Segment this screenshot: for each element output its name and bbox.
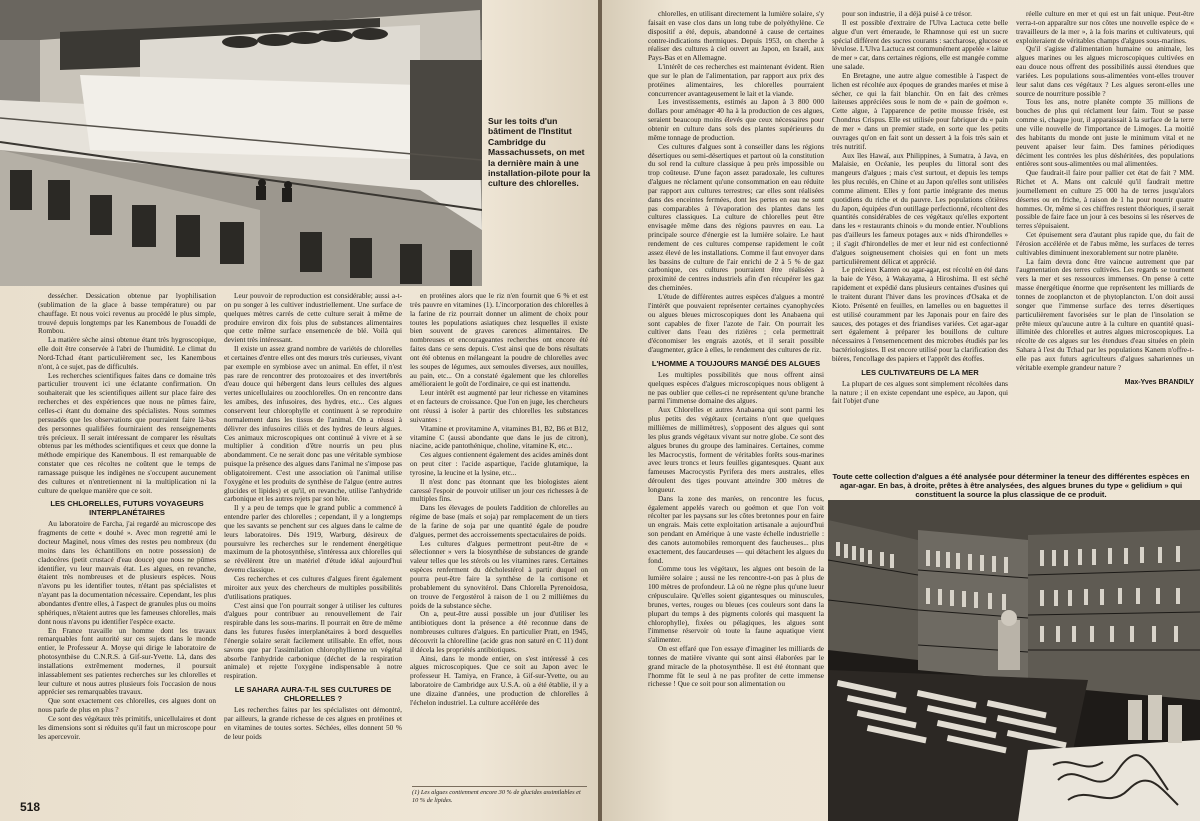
rooftop-photo <box>0 0 482 286</box>
text-column-6 <box>1016 10 1194 462</box>
paragraph: Les cultures d'algues permettront peut-être de « sélectionner » vers la biosynthèse de substances de grande valeur telles que les stérols ou les vitamines rares. Certaines espèces renferment du décholestérol à partir duquel on pourra peut-être faire la synthèse de la cortisone et probablement du synovitérol. Dans Chlorella Pyrenoidosa, on trouve de l'ergostérol à raison de 1 ou 2 millièmes du poids de la substance sèche. <box>410 538 588 610</box>
paragraph: dessécher. Dessication obtenue par lyophilisation (sublimation de la glace à basse température) ou par chauffage. Et nous voici revenus au procédé le plus simple, trouvé depuis longtemps par les Kanembous de l'ouaddi de Rombou. <box>38 292 216 336</box>
paragraph: On est effaré que l'on essaye d'imaginer les milliards de tonnes de matière vivante qui sont ainsi élaborées par le grand miracle de la photosynthèse. Il est été étonnant que l'homme fût le seul à ne pas profiter de cette immense richesse ! Que ce soit pour son alimentation ou <box>648 644 824 689</box>
section-heading: LES CHLORELLES, FUTURS VOYAGEURS INTERPLANÉTAIRES <box>50 499 204 518</box>
paragraph: En Bretagne, une autre algue comestible à l'aspect de lichen est récoltée aux époques de grandes marées et mise à sécher, ce qui la fait blanchir. On en fait des crèmes laiteuses appréciées sous le nom de « pain de goémon ». Cette algue, à l'apparence de petite mousse frisée, est Chondrus Crispus. Elle est utilisée pour fabriquer du « pain de mer » dans un premier stade, en sorte que les petits ouvrages qu'on en fait sont un dessert à la fois très sain et très nutritif. <box>832 70 1008 151</box>
paragraph: La plupart de ces algues sont simplement récoltées dans la nature ; il en existe cependant une espèce, au Japon, qui fait l'objet d'une <box>832 378 1008 406</box>
paragraph: Le précieux Kanten ou agar-agar, est récolté en été dans la baie de Yéso, à Wakayama, à Hiroshima. Il est séché rapidement et expédié dans plusieurs centaines d'usines qui le traitent durant l'hiver dans les provinces d'Osaka et de Kioto. Présenté en feuilles, en lamelles ou en baguettes il est utilisé couramment par les Japonais pour en faire des sauces, des potages et des friandises variées. Cet agar-agar sert également à préparer les bouillons de culture nécessaires à l'ensemencement des microbes étudiés par les bactériologistes. Il est encore utilisé pour la clarification des bières, l'encollage des papiers et l'apprêt des étoffes. <box>832 265 1008 363</box>
paragraph: En France travaille un homme dont les travaux remarquables font autorité sur ces sujets dans le monde entier, le Professeur A. Moyse qui dirige le laboratoire de photosynthèse du C.N.R.S. à Gif-sur-Yvette. Là, dans des installations extrêmement modernes, il poursuit inlassablement ses patientes recherches sur les chlorelles et leur culture et nous autres plusieurs fois l'occasion de nous apprécier ses remarquables travaux. <box>38 625 216 697</box>
section-heading: LE SAHARA AURA-T-IL SES CULTURES DE CHLORELLES ? <box>234 685 392 704</box>
section-heading: L'HOMME A TOUJOURS MANGÉ DES ALGUES <box>651 358 821 368</box>
paragraph: Qu'il s'agisse d'alimentation humaine ou animale, les algues marines ou les algues microscopiques cultivées en eau douce nous offrent des possibilités aussi étendues que variées. Les populations sous-alimentées vont-elles trouver leur salut dans ces végétaux ? Les algues seront-elles une source de nourriture possible ? <box>1016 44 1194 98</box>
paragraph: Les recherches scientifiques faites dans ce domaine très particulier trouvent ici une éclatante confirmation. On souhaiterait que les scientifiques aillent sur place faire des recherches et des expériences que nous ne pûmes faire, celles-ci étant du domaine des spécialistes. Nous sommes persuadés que les observations que pourraient faire là-bas des personnes qualifiées fourniraient des renseignements très précieux. Il serait intéressant de comparer les résultats obtenus par les méthodes scientifiques et ceux que donne la méthode empirique des Kanembous. Il est remarquable de constater que ces récoltes ne coûtent que le temps de ramassage puisque les indigènes ne s'occupent aucunement des cultures et n'entretiennent ni la multiplication ni la culture de quelque manière que ce soit. <box>38 370 216 495</box>
paragraph: L'étude de différentes autres espèces d'algues a montré l'intérêt que pouvaient représenter certaines cyanophycées ou algues bleues microscopiques dont les Anabaena qui sont capables de fixer l'azote de l'air. On pourrait les cultiver dans l'eau des rizières ; cela permettrait d'économiser les engrais azotés, et il serait possible d'augmenter, grâce à elles, le rendement des cultures de riz. <box>648 292 824 355</box>
paragraph: Ainsi, dans le monde entier, on s'est intéressé à ces algues microscopiques. Que ce soit au Japon avec le professeur H. Tamiya, en France, à Gif-sur-Yvette, ou au laboratoire de Cambridge aux U.S.A. où a été établie, il y a une dizaine d'années, une production de chlorelles à l'échelon industriel. La culture accélérée des <box>410 653 588 707</box>
paragraph: Il existe un assez grand nombre de variétés de chlorelles et certaines d'entre elles ont des mœurs très curieuses, vivant par exemple en symbiose avec un animal. En effet, il n'est pas rare de rencontrer des protozoaires et des invertébrés d'eau douce qui hébergent dans leurs cellules des algues vertes unicellulaires ou zoochlorelles. On en rencontre dans les amibes, des infusoires, des hydres, etc... Ces algues conservent leur chlorophylle et continuent à se reproduire normalement dans les tissus de l'animal. On a réussi à délivrer des infusoires ciliés et des hydres de leurs algues. Ces animaux microscopiques ont continué à vivre et à se multiplier à condition d'être nourris un peu plus abondamment. Ce ne serait donc pas une véritable symbiose puisque la présence des algues dans l'animal ne s'impose pas obligatoirement. C'est une association où l'animal utilise l'oxygène et les produits de synthèse de l'algue (entre autres glucides et lipides) et qu'il, en revanche, utilise l'anhydride carbonique et les autres rejets par son hôte. <box>224 344 402 504</box>
paragraph: Dans la zone des marées, on rencontre les fucus, également appelés varech ou goémon et que l'on voit récolter par les paysans sur les côtes bretonnes pour en faire un engrais. Mais cette exploitation artisanale a aujourd'hui son pendant en Amérique à une vaste échelle industrielle : des canots automobiles remorquent des faucheuses... plus exactement, des faucardeuses — qui détachent les algues du fond. <box>648 493 824 565</box>
paragraph: Tous les ans, notre planète compte 35 millions de bouches de plus qui réclament leur faim. Tout se passe comme si, chaque jour, il apparaissait à la surface de la terre une ville nouvelle de l'importance de Limoges. La moitié des habitants du monde ont juste le minimum vital et ne peuvent apaiser leur faim. Des famines périodiques déciment les contrées les plus déshéritées, des populations entières sont sous-alimentées ou mal alimentées. <box>1016 97 1194 169</box>
paragraph: Aux îles Hawaï, aux Philippines, à Sumatra, à Java, en Malaisie, en Océanie, les peuples du littoral sont des mangeurs d'algues ; mais c'est surtout, et depuis les temps les plus reculés, en Chine et au Japon qu'elles sont utilisées comme aliment. Elles y font partie intégrante des menus quotidiens du riche et du pauvre. Les populations côtières du Japon, équipées d'un outillage perfectionné, récoltent des quantités considérables de ces végétaux qu'elles exportent dans les « restaurants chinois » du monde entier. N'oublions pas d'ailleurs les fameux potages aux « nids d'hirondelles » ; il s'agit d'hirondelles de mer et leur nid est confectionné d'algues soigneusement choisies qui en font un mets particulièrement délicat et apprécié. <box>832 150 1008 266</box>
page-number: 518 <box>20 800 41 814</box>
paragraph: La faim devra donc être vaincue autrement que par l'augmentation des terres cultivées. Les regards se tournent vers la mer et ses ressources immenses. On pense à cette masse énergétique énorme que représentent les milliards de tonnes de zooplancton et de phytoplancton. L'on doit aussi songer que l'immense surface des terres désertiques particulièrement favorisées sur le plan de l'insolation se prête mieux qu'aucune autre à la culture en quantité quasi-illimitée des chlorelles et autres algues microscopiques. La récolte de ces algues sur les étendues d'eau situées en plein Sahara à l'est du Tchad par les populations Kanem n'offre-t-elle pas aux futurs agriculteurs d'algues sahariennes un véritable exemple grandeur nature ? <box>1016 256 1194 372</box>
footnote: (1) Les algues contiennent encore 30 % de glucides assimilables et 10 % de lipides. <box>412 786 587 804</box>
paragraph: Leur intérêt est augmenté par leur richesse en vitamines et en facteurs de croissance. Que l'on en juge, les chercheurs ont réussi à isoler à partir des chlorelles les substances suivantes : <box>410 388 588 424</box>
text-column-4 <box>648 10 824 816</box>
paragraph: pour son industrie, il a déjà puisé à ce trésor. <box>842 10 972 18</box>
paragraph: Leur pouvoir de reproduction est considérable; aussi a-t-on pu songer à les cultiver industriellement. Une surface de quelques mètres carrés de cette culture serait à même de produire environ dix fois plus de substances alimentaires que cette même surface ensemencée de blé. Voilà qui devient très intéressant. <box>224 292 402 345</box>
algae-collection-caption: Toute cette collection d'algues a été analysée pour déterminer la teneur des différentes espèces en agar-agar. En bas, à droite, prêtes à être analysées, des algues brunes du type « gelidium » qui constituent la source la plus classique de ce produit. <box>832 472 1190 500</box>
paragraph: Comme tous les végétaux, les algues ont besoin de la lumière solaire ; aussi ne les rencontre-t-on pas à plus de 100 mètres de profondeur. Là où ne règne plus qu'une lueur crépusculaire. Qu'elles soient gigantesques ou minuscules, brunes, vertes, rouges ou bleues (ces couleurs sont dans la plupart du temps à des pigments colorés qui masquent la chlorophylle), fixées ou pélagiques, les algues sont l'immense réservoir où toute la faune aquatique vient s'alimenter. <box>648 564 824 645</box>
paragraph: Au laboratoire de Farcha, j'ai regardé au microscope des fragments de cette « douhé ». Avec mon regretté ami le docteur Maginel, nous vîmes des restes peu nombreux (du moins dans les échantillons en notre possession) de cladocères (petit crustacé d'eau douce) que nous ne pûmes identifier, vu leur mauvais état. Les algues, en revanche, étaient très nombreuses et de plusieurs espèces. Nous n'avons pu les identifier toutes, n'étant pas spécialistes et n'ayant pas la documentation nécessaire. Cependant, les plus abondantes d'entre elles, à l'aspect de granules plus ou moins sphériques, n'étaient autres que les fameuses chlorelles, mais dont nous n'avons pu identifier l'espèce exacte. <box>38 519 216 626</box>
paragraph: On a, peut-être aussi possible un jour d'utiliser les antibiotiques dont la présence a été reconnue dans de nombreuses cultures d'algues. En particulier Pratt, en 1945, découvrit la chlorelline (acide gras non saturé en C 11) dont il décela les propriétés antibiotiques. <box>410 609 588 654</box>
paragraph: Il y a peu de temps que le grand public a commencé à entendre parler des chlorelles ; cependant, il y a longtemps que les savants se penchent sur ces algues dans le calme de leurs laboratoires. Dès 1919, Warburg, désireux de poursuivre les recherches sur le rendement énergétique maximum de la photosynthèse, s'intéressa aux chlorelles qui se révélèrent être un matériel d'étude idéal aujourd'hui devenu classique. <box>224 503 402 575</box>
paragraph: Que sont exactement ces chlorelles, ces algues dont on nous parle de plus en plus ? <box>38 696 216 715</box>
rooftop-caption: Sur les toits d'un bâtiment de l'Institut Cambridge du Massachussets, on met la dernière main à une installation-pilote pour la culture des chlorelles. <box>488 116 591 189</box>
paragraph: réelle culture en mer et qui est un fait unique. Peut-être verra-t-on apparaître sur nos côtes une nouvelle espèce de « travailleurs de la mer », à la fois marins et cultivateurs, qui exploiteraient de véritables champs d'algues sous-marines. <box>1016 10 1194 45</box>
text-column-1 <box>38 292 216 798</box>
paragraph: Vitamine et provitamine A, vitamines B1, B2, B6 et B12, vitamine C (aussi abondante que dans le jus de citron), niacine, acide pantothénique, choline, vitamine K, etc... <box>410 423 588 451</box>
algae-collection-photo <box>828 500 1200 821</box>
paragraph: en protéines alors que le riz n'en fournit que 6 % et est très pauvre en vitamines (1). L'incorporation des chlorelles à la farine de riz pourrait donner un aliment de choix pour toutes les populations asiatiques chez lesquelles il existe bien souvent de graves carences alimentaires. De nombreuses et encourageantes recherches ont encore été faites dans ce sens depuis. C'est ainsi que de bons résultats ont été obtenus en mélangeant la poudre de chlorelles avec les soupes de légumes, aux semoules diverses, aux nouilles, au pain, etc... On a constaté également que les chlorelles amélioraient le goût de l'ordinaire, ce qui est inattendu. <box>410 292 588 389</box>
paragraph: C'est ainsi que l'on pourrait songer à utiliser les cultures d'algues pour contribuer au renouvellement de l'air respirable dans les sous-marins. Il pourrait en être de même dans les futures fusées interplanétaires à bord desquelles l'énergie solaire serait facilement utilisable. En effet, nous savons que par l'assimilation chlorophyllienne un végétal absorbe l'anhydride carbonique (déchet de la respiration animale) et rejette l'oxygène indispensable à notre respiration. <box>224 600 402 681</box>
paragraph: Il est possible d'extraire de l'Ulva Lactuca cette belle algue d'un vert émeraude, le Rhamnose qui est un sucre spécial différent des sucres courants : saccharose, glucose et lévulose. L'Ulva Lactuca est communément appelée « laitue de mer » car, dans certaines régions, elle est mangée comme une salade. <box>832 17 1008 72</box>
algae-collection-illustration <box>828 500 1200 821</box>
paragraph: L'intérêt de ces recherches est maintenant évident. Rien que sur le plan de l'alimentation, par rapport aux prix des protéines alimentaires, les chlorelles pourraient concurrencer avantageusement le lait et la viande. <box>648 62 824 98</box>
paragraph: Les multiples possibilités que nous offrent ainsi quelques espèces d'algues microscopiques nous obligent à ne pas oublier que celles-ci ne représentent qu'une branche parmi l'immense domaine des algues. <box>648 369 824 406</box>
paragraph: Ces algues contiennent également des acides aminés dont on peut citer : l'acide aspartique, l'acide glutamique, la tyrosine, la leucine et la lysine, etc... <box>410 450 588 477</box>
paragraph: Aux Chlorelles et autres Anabaena qui sont parmi les plus petits des végétaux (certains n'ont que quelques millièmes de millimètres), s'opposent des algues qui sont les plus grands végétaux vivant sur notre globe. Ce sont des algues brunes du groupe des laminaires. Certaines, comme les Macrocystis, forment de véritables forêts sous-marines avec leurs troncs et leurs feuilles gigantesques. Quant aux fameuses Macrocystis Pyrifera des mers australes, elles déroulent des tiges pouvant atteindre 300 mètres de longueur. <box>648 405 824 494</box>
paragraph: La matière sèche ainsi obtenue étant très hygroscopique, elle doit être conservée à l'abri de l'humidité. Le climat du Nord-Tchad étant particulièrement sec, les Kanembous n'ont, à ce sujet, pas de difficultés. <box>38 335 216 371</box>
text-column-2 <box>224 292 402 798</box>
paragraph: Cet épuisement sera d'autant plus rapide que, du fait de l'érosion accélérée et de l'abus même, les surfaces de terres cultivables diminuent inexorablement sur notre planète. <box>1016 230 1194 257</box>
rooftop-illustration <box>0 0 482 286</box>
section-heading: LES CULTIVATEURS DE LA MER <box>861 367 979 377</box>
paragraph: Dans les élevages de poulets l'addition de chlorelles au régime de base (maïs et soja) par remplacement de un tiers de la farine de soja par une quantité égale de poudre d'algues, permet des accroissements spectaculaires de poids. <box>410 503 588 539</box>
paragraph: Ces recherches et ces cultures d'algues firent également miroiter aux yeux des chercheurs de multiples possibilités d'utilisations pratiques. <box>224 574 402 601</box>
author-signature: Max-Yves BRANDILY <box>1124 378 1194 386</box>
paragraph: Ce sont des végétaux très primitifs, unicellulaires et dont les dimensions sont si réduites qu'il faut un microscope pour les apercevoir. <box>38 713 216 741</box>
paragraph: chlorelles, en utilisant directement la lumière solaire, s'y faisait en vase clos dans un long tube de polyéthylène. Ce dispositif a été, depuis, abandonné à cause de certaines contre-indications thermiques. Depuis 1953, on cherche à réaliser des cultures à ciel ouvert au Japon, en Israël, aux Pays-Bas et en Allemagne. <box>648 10 824 63</box>
paragraph: Que faudrait-il faire pour pallier cet état de fait ? MM. Richet et A. Mans ont calculé qu'il faudrait mettre journellement en culture 25 000 ha de terres jusqu'alors désertes ou en friche, à raison de 1 ha pour nourrir quatre hommes. Or, même si ces chiffres restent théoriques, il serait possible de faire face un jour à ces besoins si les réserves de terres s'épuisaient. <box>1016 168 1194 231</box>
left-page <box>0 0 598 821</box>
paragraph: Ces cultures d'algues sont à conseiller dans les régions désertiques ou semi-désertiques et partout où la constitution du sol rend la culture classique à peu près impossible ou trop coûteuse. D'une façon assez paradoxale, les cultures d'algues ne réclament qu'une consommation en eau réduite par rapport aux cultures terrestres; car elles sont réalisées dans des enceintes fermées, dont les pertes en eau ne sont pas comparables à l'évaporation des plantes dans les cultures classiques. La culture de chlorelles peut être envisagée même dans des régions pauvres en eau. La principale source d'énergie est la lumière solaire. Le haut rendement de ces cultures compense rapidement le coût assez élevé de les installations. Comme il faut envoyer dans les bassins de culture de l'air enrichi de 2 à 5 % de gaz carbonique, ces cultures pourraient être réalisées à proximité de centres industriels afin d'en récupérer les gaz des cheminées. <box>648 141 824 293</box>
paragraph: Il n'est donc pas étonnant que les biologistes aient caressé l'espoir de pouvoir utiliser un jour ces richesses à de multiples fins. <box>410 476 588 504</box>
paragraph: Les recherches faites par les spécialistes ont démontré, par ailleurs, la grande richesse de ces algues en protéines et en vitamines de toutes sortes. Séchées, elles donnent 50 % de leur poids <box>224 705 402 741</box>
text-column-3 <box>410 292 588 782</box>
text-column-5 <box>832 10 1008 462</box>
paragraph: Les investissements, estimés au Japon à 3 800 000 dollars pour aménager 40 ha à la production de ces algues, seraient beaucoup moins élevés que ceux nécessaires pour obtenir en culture dans sols des plantes supérieures du même tonnage de production. <box>648 97 824 142</box>
